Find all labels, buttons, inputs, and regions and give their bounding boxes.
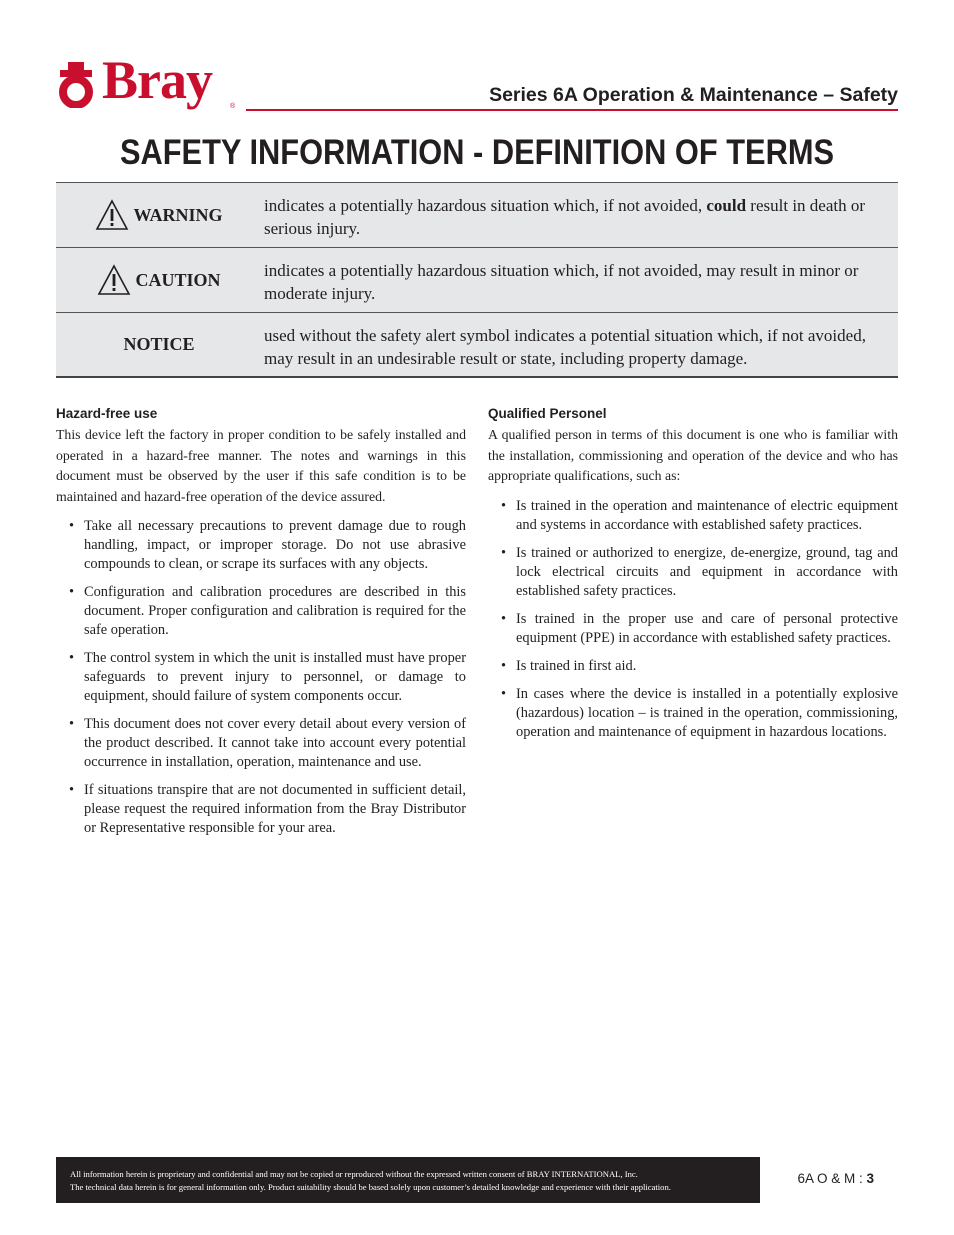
- list-item: • In cases where the device is installed in a potentially explosive (hazardous) location – is trained in the operation, commissioning, operation and maintenance of equipment in hazardous locations.: [501, 685, 898, 740]
- list-item: • The control system in which the unit is installed must have proper safeguards to prevent injury to personnel, or damage to equipment, should failure of system components occur.: [69, 650, 466, 704]
- section-intro: A qualified person in terms of this document is one who is familiar with the installation, commissioning and operation of the device and who has appropriate qualifications, such as:: [488, 427, 898, 483]
- qualified-personnel-section: [488, 404, 898, 751]
- term-label-notice: NOTICE: [123, 334, 195, 354]
- term-row-notice: [56, 313, 898, 378]
- terms-table: [56, 182, 898, 378]
- list-item: • If situations transpire that are not documented in sufficient detail, please request the required information from the Bray Distributor or Representative responsible for your area.: [69, 782, 466, 836]
- list-item: • Is trained in first aid.: [501, 657, 637, 674]
- section-heading: Hazard-free use: [56, 406, 158, 421]
- term-label-warning: WARNING: [133, 204, 223, 225]
- list-item: • This document does not cover every detail about every version of the product described. It cannot take into account every potential occurrence in installation, operation, maintenance and use.: [69, 716, 466, 770]
- list-item: • Take all necessary precautions to prevent damage due to rough handling, impact, or improper storage. Do not use abrasive compounds to clean, or scrape its surfaces with any objects.: [69, 518, 466, 572]
- header-rule: [246, 109, 898, 111]
- section-intro: This device left the factory in proper condition to be safely installed and operated in a hazard-free manner. The notes and warnings in this document must be observed by the user if this safe condition is to be maintained and hazard-free operation of the device assured.: [56, 427, 466, 504]
- registered-mark: ®: [230, 103, 236, 110]
- warning-triangle-icon: [95, 199, 129, 231]
- term-row-warning: [56, 183, 898, 248]
- term-definition-warning: indicates a potentially hazardous situation which, if not avoided, could result in death or serious injury.: [264, 196, 866, 238]
- hazard-free-section: [56, 404, 466, 847]
- header-title: Series 6A Operation & Maintenance – Safety: [489, 84, 898, 106]
- section-heading: Qualified Personel: [488, 406, 607, 421]
- list-item: • Configuration and calibration procedures are described in this document. Proper configuration and calibration is required for the safe operation.: [69, 584, 466, 638]
- term-label-caution: CAUTION: [135, 269, 221, 290]
- bray-logo: [56, 50, 246, 116]
- term-definition-notice: used without the safety alert symbol indicates a potential situation which, if not avoided, may result in an undesirable result or state, including property damage.: [264, 326, 866, 368]
- bray-symbol-icon: [56, 62, 96, 108]
- list-item: • Is trained in the operation and maintenance of electric equipment and systems in accordance with established safety practices.: [501, 497, 898, 533]
- footer-disclaimer: [56, 1157, 760, 1203]
- brand-name: Bray: [102, 50, 212, 110]
- term-row-caution: [56, 248, 898, 313]
- page-title: SAFETY INFORMATION - DEFINITION OF TERMS: [119, 133, 835, 172]
- page-number: 6A O & M : 3: [797, 1171, 874, 1186]
- list-item: • Is trained or authorized to energize, de-energize, ground, tag and lock electrical circuits and equipment in accordance with established safety practices.: [501, 544, 898, 599]
- warning-triangle-icon: [97, 264, 131, 296]
- bullet-list: [488, 497, 898, 742]
- footer-line-1: All information herein is proprietary and confidential and may not be copied or reproduced without the expressed written consent of BRAY INTERNATIONAL, Inc.: [70, 1169, 638, 1179]
- footer-line-2: The technical data herein is for general information only. Product suitability should be based solely upon customer’s detailed knowledge and experience with their application.: [70, 1181, 671, 1192]
- bullet-list: [56, 517, 466, 838]
- list-item: • Is trained in the proper use and care of personal protective equipment (PPE) in accordance with established safety practices.: [501, 610, 898, 646]
- term-definition-caution: indicates a potentially hazardous situation which, if not avoided, may result in minor or moderate injury.: [264, 261, 859, 303]
